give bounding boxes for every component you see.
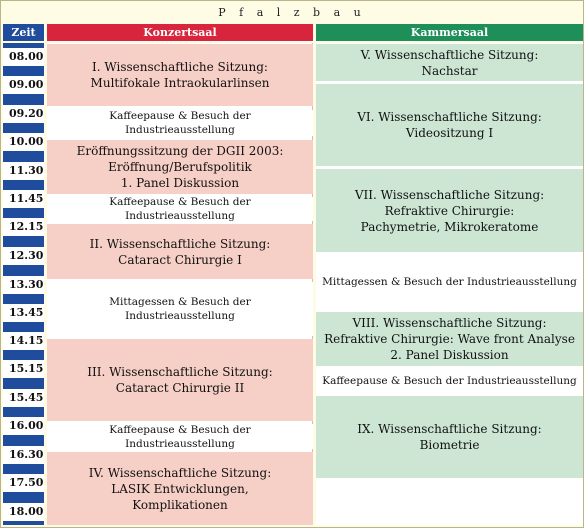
time-label: 16.00	[3, 417, 44, 435]
time-label: 12.15	[3, 218, 44, 236]
session-block	[47, 140, 313, 194]
session-text: Eröffnungssitzung der DGII 2003: Eröffnung/Berufspolitik 1. Panel Diskussion	[76, 144, 284, 190]
time-label: 11.30	[3, 162, 44, 180]
session-text: VII. Wissenschaftliche Sitzung: Refraktive Chirurgie: Pachymetrie, Mikrokeratome	[354, 187, 545, 234]
time-label: 09.00	[3, 76, 44, 94]
break-block	[47, 282, 313, 336]
time-label: 12.30	[3, 247, 44, 265]
time-label: 13.30	[3, 276, 44, 294]
header-zeit: Zeit	[3, 24, 44, 41]
session-block	[47, 339, 313, 421]
header-kammersaal: Kammersaal	[316, 24, 583, 41]
session-block	[316, 396, 583, 478]
break-text: Mittagessen & Besuch der Industrieausstellung	[109, 296, 251, 322]
session-block	[47, 224, 313, 279]
session-block	[316, 312, 583, 366]
break-block	[316, 255, 583, 309]
session-block	[316, 169, 583, 252]
time-label: 08.00	[3, 48, 44, 66]
session-text: IX. Wissenschaftliche Sitzung: Biometrie	[357, 422, 542, 452]
session-block	[316, 84, 583, 166]
break-text: Kaffeepause & Besuch der Industrieausstellung	[109, 196, 251, 222]
time-label: 15.15	[3, 360, 44, 378]
session-text: VI. Wissenschaftliche Sitzung: Videositzung I	[357, 110, 542, 140]
break-block	[47, 197, 313, 221]
session-text: III. Wissenschaftliche Sitzung: Cataract Chirurgie II	[87, 365, 273, 395]
session-text: V. Wissenschaftliche Sitzung: Nachstar	[360, 47, 539, 78]
time-label: 14.15	[3, 332, 44, 350]
session-text: II. Wissenschaftliche Sitzung: Cataract Chirurgie I	[89, 236, 271, 267]
session-text: I. Wissenschaftliche Sitzung: Multifokale Intraokularlinsen	[90, 60, 270, 90]
time-label: 09.20	[3, 105, 44, 123]
break-block	[47, 110, 313, 136]
session-text: IV. Wissenschaftliche Sitzung: LASIK Entwicklungen, Komplikationen	[88, 465, 272, 512]
venue-title: P f a l z b a u	[218, 6, 366, 19]
break-text: Kaffeepause & Besuch der Industrieausstellung	[109, 423, 251, 450]
session-text: VIII. Wissenschaftliche Sitzung: Refraktive Chirurgie: Wave front Analyse 2. Panel Diskussion	[324, 316, 575, 362]
time-label: 17.50	[3, 474, 44, 492]
time-label: 10.00	[3, 133, 44, 151]
time-label: 16.30	[3, 446, 44, 464]
break-block	[316, 369, 583, 393]
session-block	[47, 44, 313, 106]
break-text: Kaffeepause & Besuch der Industrieausstellung	[109, 110, 251, 136]
break-text: Mittagessen & Besuch der Industrieausstellung	[322, 276, 577, 288]
break-block	[47, 424, 313, 449]
session-block	[316, 44, 583, 81]
break-text: Kaffeepause & Besuch der Industrieausstellung	[322, 375, 577, 387]
time-label: 11.45	[3, 190, 44, 208]
session-block	[47, 452, 313, 525]
time-label: 15.45	[3, 389, 44, 407]
time-label: 18.00	[3, 503, 44, 521]
time-label: 13.45	[3, 304, 44, 322]
header-konzertsaal: Konzertsaal	[47, 24, 313, 41]
